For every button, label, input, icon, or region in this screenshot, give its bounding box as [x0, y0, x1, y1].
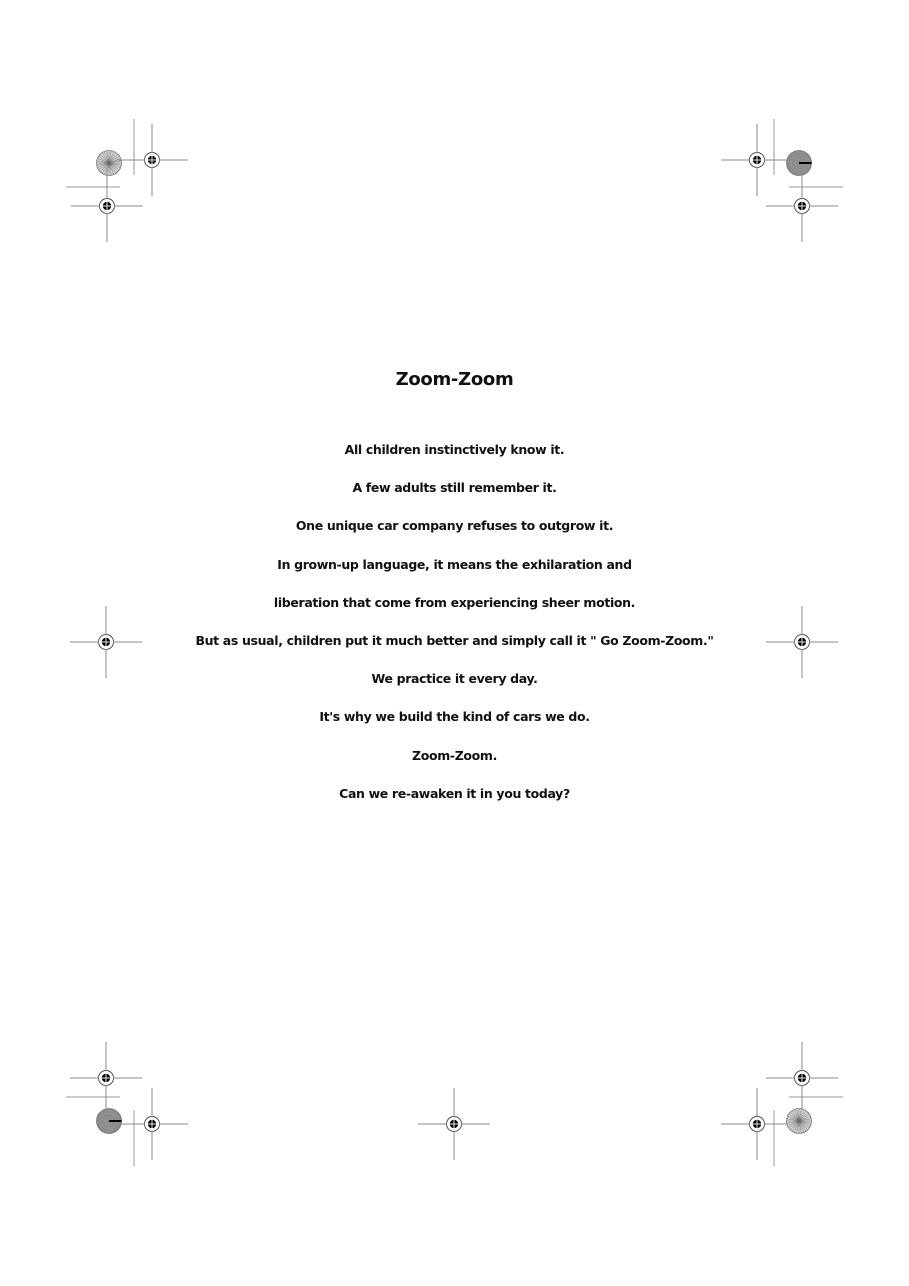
registration-target-icon: [721, 124, 793, 196]
poem-line: Zoom-Zoom.: [412, 747, 497, 763]
registration-target-icon: [766, 1042, 838, 1114]
registration-target-icon: [766, 170, 838, 242]
registration-target-icon: [116, 1088, 188, 1160]
registration-target-icon: [721, 1088, 793, 1160]
crop-mark-top-right: [774, 119, 843, 187]
poem-lines: [0, 440, 909, 822]
poem-line: A few adults still remember it.: [352, 480, 557, 496]
poem-line: We practice it every day.: [371, 671, 538, 687]
crop-mark-bottom-right: [774, 1097, 843, 1166]
starburst-color-wheel-icon: [787, 1109, 812, 1134]
poem-line: liberation that come from experiencing sheer motion.: [273, 594, 636, 610]
starburst-color-wheel-icon: [97, 151, 122, 176]
crop-mark-bottom-left: [66, 1097, 134, 1166]
poem-line: One unique car company refuses to outgrow it.: [295, 518, 614, 534]
registration-target-icon: [418, 1088, 490, 1160]
registration-target-icon: [70, 1042, 142, 1114]
gray-dial-color-wheel-icon: [787, 151, 812, 176]
crop-mark-top-left: [66, 119, 134, 187]
page-title: Zoom-Zoom: [395, 369, 514, 390]
poem-line: It's why we build the kind of cars we do.: [319, 709, 590, 725]
poem-line: In grown-up language, it means the exhilaration and: [277, 556, 632, 572]
poem-line: But as usual, children put it much better and simply call it " Go Zoom-Zoom.": [195, 632, 714, 648]
poem-line: Can we re-awaken it in you today?: [339, 785, 570, 801]
poem-line: All children instinctively know it.: [344, 442, 565, 457]
registration-target-icon: [116, 124, 188, 196]
gray-dial-color-wheel-icon: [97, 1109, 122, 1134]
registration-target-icon: [71, 170, 143, 242]
